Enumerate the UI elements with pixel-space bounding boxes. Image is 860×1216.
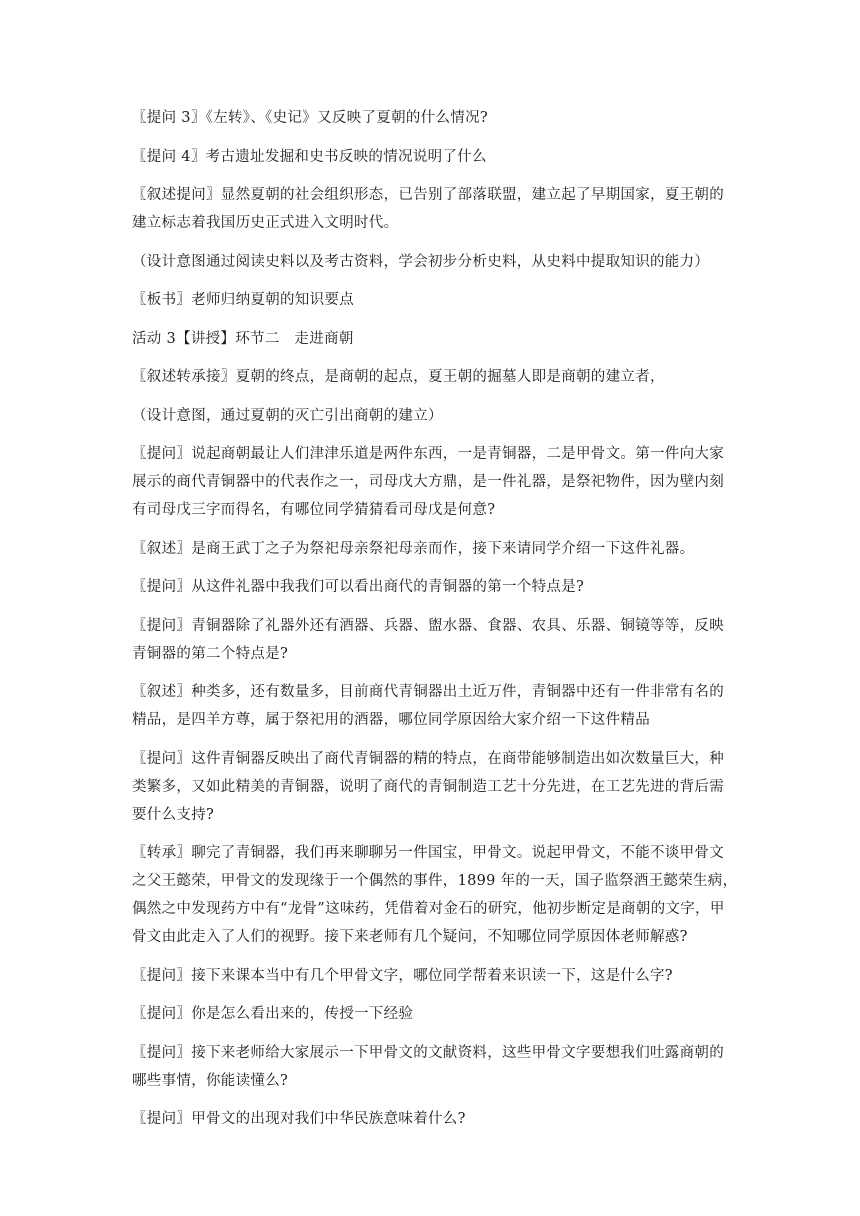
paragraph [132, 962, 732, 990]
text-line: 〖提问 4〗考古遗址发掘和史书反映的情况说明了什么 [132, 148, 487, 165]
text-line: 〖提问〗这件青铜器反映出了商代青铜器的精的特点，在商带能够制造出如次数量巨大，种 [132, 750, 724, 767]
paragraph [132, 535, 732, 563]
paragraph [132, 1000, 732, 1028]
paragraph [132, 440, 732, 524]
paragraph [132, 248, 732, 276]
text-line: 哪些事情，你能读懂么? [132, 1072, 289, 1089]
text-line: 〖提问〗甲骨文的出现对我们中华民族意味着什么? [132, 1111, 466, 1127]
paragraph [132, 745, 732, 829]
paragraph [132, 839, 738, 951]
text-line: 〖提问〗从这件礼器中我我们可以看出商代的青铜器的第一个特点是? [132, 579, 585, 595]
text-line: 〖提问〗接下来课本当中有几个甲骨文字，哪位同学帮着来识读一下，这是什么字? [132, 967, 673, 984]
text-line: 〖叙述转承接〗夏朝的终点，是商朝的起点，夏王朝的掘墓人即是商朝的建立者， [132, 369, 665, 385]
text-line: 活动 3【讲授】环节二 走进商朝 [132, 330, 354, 347]
text-line: 〖板书〗老师归纳夏朝的知识要点 [132, 292, 354, 308]
text-line: 〖提问〗接下来老师给大家展示一下甲骨文的文献资料，这些甲骨文字要想我们吐露商朝的 [132, 1044, 724, 1061]
paragraph [132, 678, 732, 734]
text-line: 展示的商代青铜器中的代表作之一，司母戊大方鼎，是一件礼器，是祭祀物件，因为壁内刻 [132, 474, 724, 490]
text-line: 〖提问〗你是怎么看出来的，传授一下经验 [132, 1006, 414, 1022]
text-line: 〖转承〗聊完了青铜器，我们再来聊聊另一件国宝，甲骨文。说起甲骨文，不能不谈甲骨文 [132, 845, 724, 861]
paragraph [132, 612, 732, 668]
paragraph [132, 363, 732, 391]
text-line: 要什么支持? [132, 806, 215, 823]
text-line: 〖叙述〗种类多，还有数量多，目前商代青铜器出土近万件，青铜器中还有一件非常有名的 [132, 684, 724, 700]
text-line: （设计意图，通过夏朝的灭亡引出商朝的建立） [132, 407, 443, 424]
paragraph [132, 181, 732, 237]
text-line: 〖提问 3〗《左转》、《史记》又反映了夏朝的什么情况? [132, 110, 488, 126]
text-line: 〖叙述提问〗显然夏朝的社会组织形态，已告别了部落联盟，建立起了早期国家，夏王朝的 [132, 187, 724, 203]
paragraph [132, 325, 732, 353]
document-body [132, 104, 738, 1144]
text-line: 〖提问〗说起商朝最让人们津津乐道是两件东西，一是青铜器，二是甲骨文。第一件向大家 [132, 446, 724, 462]
text-line: 偶然之中发现药方中有“龙骨”这味药，凭借着对金石的研究，他初步断定是商朝的文字，甲 [132, 901, 725, 917]
paragraph [132, 1105, 732, 1133]
text-line: 骨文由此走入了人们的视野。接下来老师有几个疑问，不知哪位同学原因体老师解惑? [132, 929, 688, 945]
paragraph [132, 1039, 732, 1095]
text-line: （设计意图通过阅读史料以及考古资料，学会初步分析史料，从史料中提取知识的能力） [132, 253, 710, 270]
text-line: 建立标志着我国历史正式进入文明时代。 [132, 215, 399, 231]
paragraph [132, 143, 732, 171]
paragraph [132, 573, 732, 601]
text-line: 〖叙述〗是商王武丁之子为祭祀母亲祭祀母亲而作，接下来请同学介绍一下这件礼器。 [132, 540, 695, 557]
text-line: 有司母戊三字而得名，有哪位同学猜猜看司母戊是何意? [132, 502, 496, 518]
paragraph [132, 104, 732, 132]
text-line: 精品，是四羊方尊，属于祭祀用的酒器，哪位同学原因给大家介绍一下这件精品 [132, 712, 650, 728]
text-line: 〖提问〗青铜器除了礼器外还有酒器、兵器、盥水器、食器、农具、乐器、铜镜等等，反映 [132, 617, 724, 634]
text-line: 之父王懿荣，甲骨文的发现缘于一个偶然的事件，1899 年的一天，国子监祭酒王懿荣生病， [132, 873, 738, 889]
text-line: 类繁多，又如此精美的青铜器，说明了商代的青铜制造工艺十分先进，在工艺先进的背后需 [132, 778, 724, 795]
text-line: 青铜器的第二个特点是? [132, 645, 289, 662]
paragraph [132, 286, 732, 314]
paragraph [132, 402, 732, 430]
